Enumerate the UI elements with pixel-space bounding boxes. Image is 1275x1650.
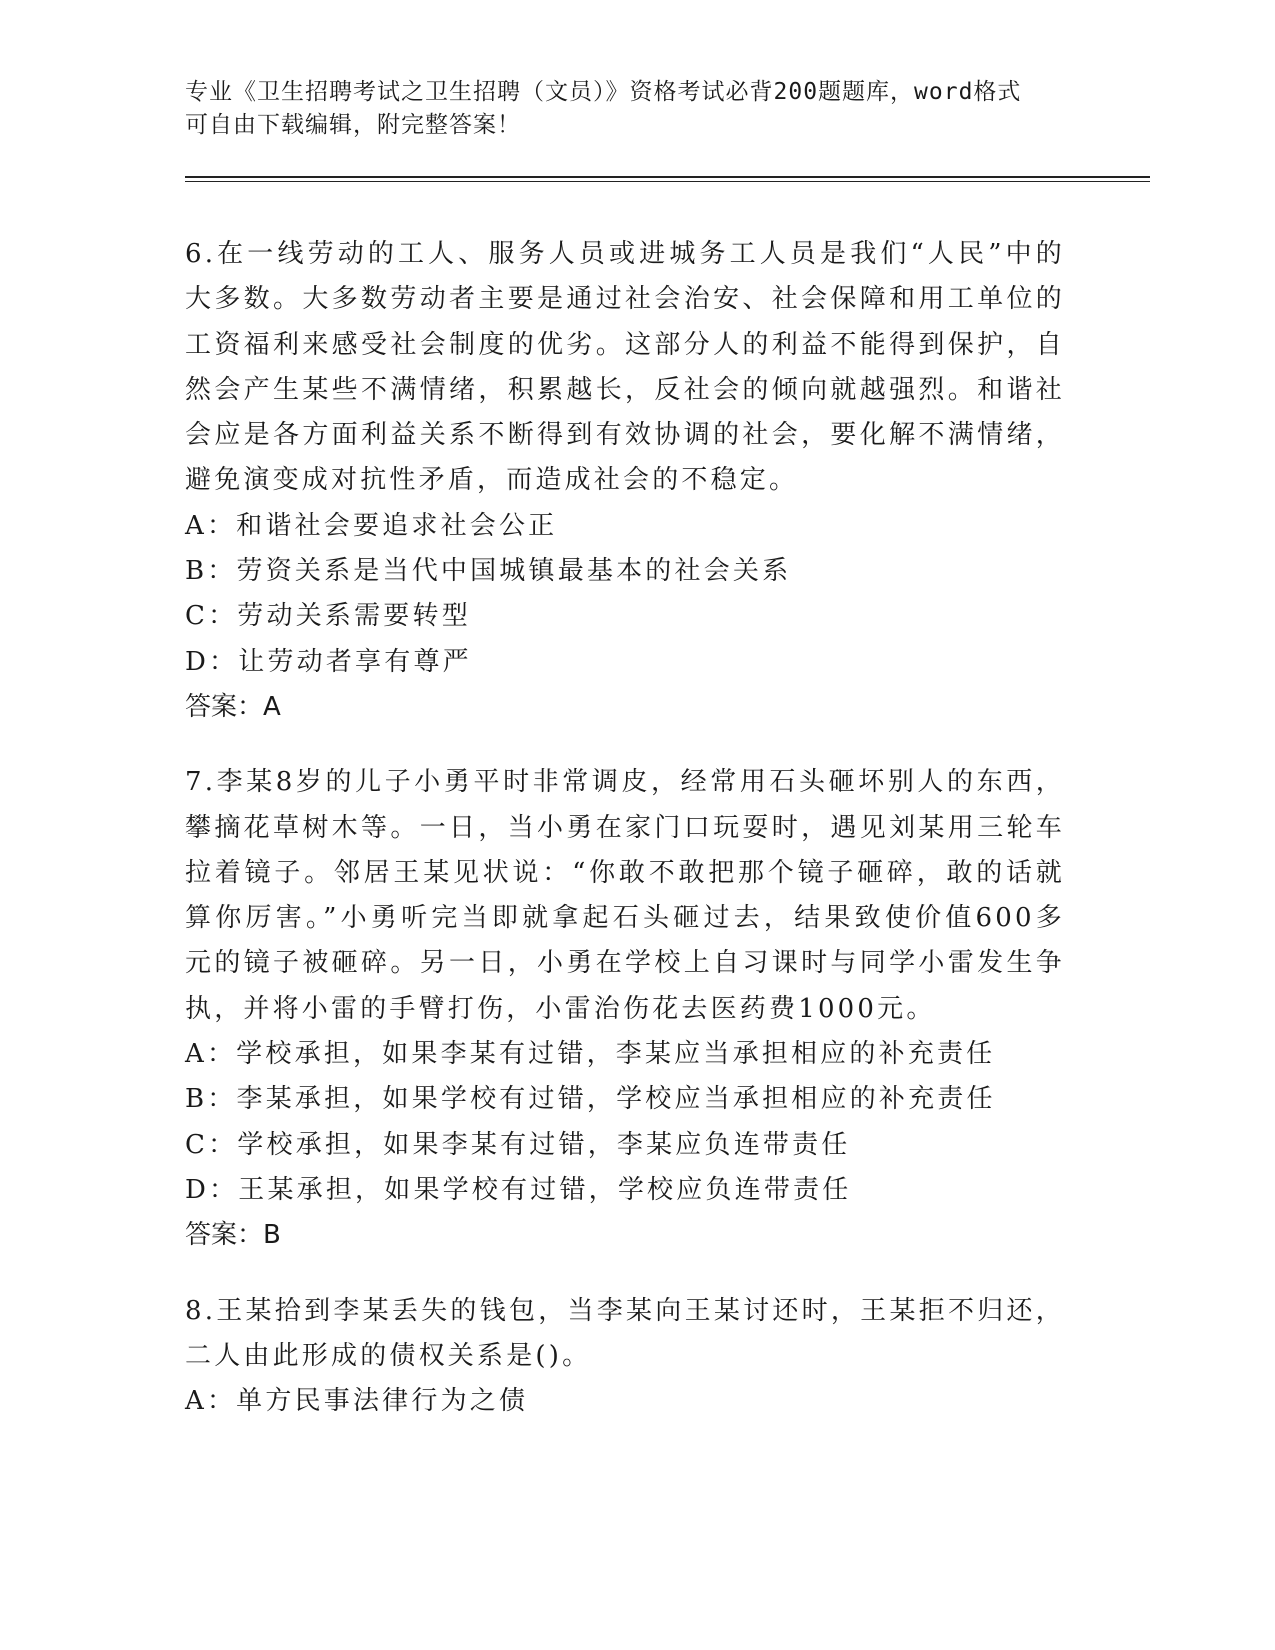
option-c: C：劳动关系需要转型 bbox=[185, 601, 471, 632]
question-7 bbox=[185, 760, 1065, 1258]
option-b: B：劳资关系是当代中国城镇最基本的社会关系 bbox=[185, 556, 792, 587]
answer-line: 答案：A bbox=[185, 691, 281, 722]
option-c: C：学校承担，如果李某有过错，李某应负连带责任 bbox=[185, 1129, 851, 1160]
answer-line: 答案：B bbox=[185, 1220, 281, 1251]
option-a: A：单方民事法律行为之债 bbox=[185, 1386, 529, 1417]
option-d: D：王某承担，如果学校有过错，学校应负连带责任 bbox=[185, 1174, 852, 1205]
option-a: A：学校承担，如果李某有过错，李某应当承担相应的补充责任 bbox=[185, 1039, 996, 1070]
question-8 bbox=[185, 1289, 1065, 1425]
question-stem: 8.王某拾到李某丢失的钱包，当李某向王某讨还时，王某拒不归还，二人由此形成的债权关系是()。 bbox=[185, 1295, 1065, 1371]
option-d: D：让劳动者享有尊严 bbox=[185, 646, 472, 677]
question-stem: 6.在一线劳动的工人、服务人员或进城务工人员是我们“人民”中的大多数。大多数劳动者主要是通过社会治安、社会保障和用工单位的工资福利来感受社会制度的优劣。这部分人的利益不能得到保护，自然会产生某些不满情绪，积累越长，反社会的倾向就越强烈。和谐社会应是各方面利益关系不断得到有效协调的社会，要化解不满情绪，避免演变成对抗性矛盾，而造成社会的不稳定。 bbox=[185, 239, 1065, 496]
option-a: A：和谐社会要追求社会公正 bbox=[185, 510, 558, 541]
option-b: B：李某承担，如果学校有过错，学校应当承担相应的补充责任 bbox=[185, 1084, 996, 1115]
header-divider-thick bbox=[185, 176, 1150, 178]
question-6 bbox=[185, 232, 1065, 730]
question-stem: 7.李某8岁的儿子小勇平时非常调皮，经常用石头砸坏别人的东西，攀摘花草树木等。一日，当小勇在家门口玩耍时，遇见刘某用三轮车拉着镜子。邻居王某见状说：“你敢不敢把那个镜子砸碎，敢的话就算你厉害。”小勇听完当即就拿起石头砸过去，结果致使价值600多元的镜子被砸碎。另一日，小勇在学校上自习课时与同学小雷发生争执，并将小雷的手臂打伤，小雷治伤花去医药费1000元。 bbox=[185, 767, 1065, 1024]
header-divider-thin bbox=[185, 181, 1150, 182]
question-list bbox=[185, 232, 1065, 1454]
header-line-2: 可自由下载编辑，附完整答案！ bbox=[185, 112, 521, 138]
header-line-1: 专业《卫生招聘考试之卫生招聘（文员）》资格考试必背200题题库，word格式 bbox=[185, 79, 1022, 105]
document-header bbox=[185, 76, 1065, 142]
